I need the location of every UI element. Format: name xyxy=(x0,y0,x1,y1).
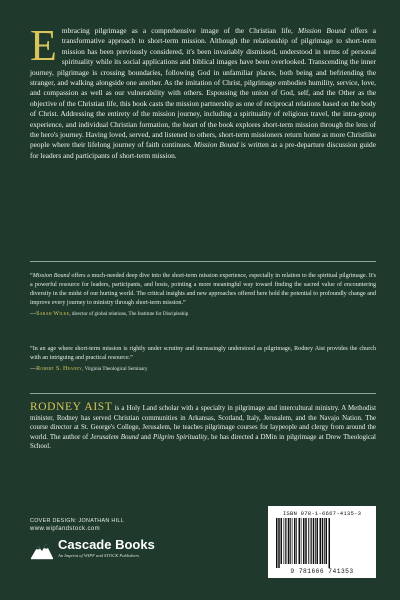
barcode-icon xyxy=(274,518,370,568)
barcode-bar xyxy=(276,518,278,568)
barcode-bar xyxy=(303,518,305,564)
author-bio xyxy=(30,403,376,452)
barcode-bar xyxy=(294,518,296,564)
bio-book-1: Jerusalem Bound xyxy=(90,433,139,441)
barcode-bar xyxy=(329,518,331,568)
barcode-bar xyxy=(285,518,286,564)
barcode-bar xyxy=(301,518,302,564)
endorsement-2-dash: — xyxy=(30,366,37,372)
bio-book-2: Pilgrim Spirituality xyxy=(152,433,208,441)
barcode-bar xyxy=(308,518,309,564)
blurb-text-3: is written as a pre-departure discussion guide for leaders and participants of short-term mission. xyxy=(30,140,376,160)
barcode-bar xyxy=(296,518,297,564)
author-name: RODNEY AIST xyxy=(30,401,113,413)
barcode-bar xyxy=(317,518,319,564)
isbn-barcode xyxy=(268,506,376,578)
endorsement-2 xyxy=(30,345,376,374)
barcode-bar xyxy=(311,518,312,564)
mountain-logo-icon xyxy=(30,538,54,560)
blurb-text-2: offers a transformative approach to short-term mission. Although the relationship of pilgrimage to short-term mission has been previously considered, it's been invariably dismissed, understood in terms of personal spirituality while its social applications and biblical images have been overlooked. Transcending the inner journey, pilgrimage is crossing boundaries, following God in unfamiliar places, both being and befriending the stranger, and walking alongside one another. As the imitation of Christ, pilgrimage embodies humility, service, love, and compassion as well as our vulnerability with others. Espousing the union of God, self, and the Other as the objective of the Christian life, this book casts the mission partnership as one of reciprocal relations based on the body of Christ. Addressing the entirety of the mission journey, including a spirituality of religious travel, the intra-group experience, and individual Christian formation, the heart of the book explores short-term mission through the lens of the hero's journey. Having loved, served, and listened to others, short-term missioners return home as more Christlike people where their lifelong journey of faith continues. xyxy=(30,26,376,150)
publisher-tagline: An Imprint of WIPF and STOCK Publishers xyxy=(58,553,140,558)
barcode-bar xyxy=(292,518,293,564)
barcode-bar xyxy=(324,518,325,564)
endorser-2-affiliation: , Virginia Theological Seminary xyxy=(82,366,148,372)
barcode-bar xyxy=(315,518,316,564)
endorsement-1-open-quote: “ xyxy=(30,273,33,279)
endorsement-1-book-title: Mission Bound xyxy=(32,273,70,279)
publisher-block xyxy=(30,536,180,562)
credits xyxy=(30,517,124,533)
description-blurb xyxy=(30,21,376,161)
publisher-name: Cascade Books xyxy=(58,537,155,552)
barcode-bar xyxy=(284,518,285,564)
drop-cap: E xyxy=(30,21,57,70)
endorsement-1-dash: — xyxy=(30,311,37,317)
endorsement-2-attribution xyxy=(30,365,376,374)
endorser-1-name: Sarah Wilke xyxy=(36,311,70,317)
cover-design-credit: COVER DESIGN: JONATHAN HILL xyxy=(30,518,124,524)
bio-text-3: , he has directed a DMin in pilgrimage at Drew Theological School. xyxy=(30,433,376,451)
endorsement-2-text: “In an age where short-term mission is rightly under scrutiny and increasingly understood as pilgrimage, Rodney Aist provides the church with an intriguing and practical resource.” xyxy=(30,346,376,361)
barcode-bar xyxy=(287,518,288,564)
barcode-bar xyxy=(281,518,283,564)
barcode-bar xyxy=(322,518,324,564)
publisher-website[interactable]: www.wipfandstock.com xyxy=(30,526,101,532)
bio-text-2: and xyxy=(138,433,153,441)
barcode-bar xyxy=(288,518,290,564)
barcode-bar xyxy=(326,518,328,564)
barcode-bar xyxy=(290,518,291,564)
endorsement-1 xyxy=(30,272,376,319)
isbn-label: ISBN 978-1-6667-4135-3 xyxy=(282,510,362,517)
barcode-bar xyxy=(305,518,307,564)
barcode-bar xyxy=(299,518,301,564)
blurb-text-1: mbracing pilgrimage as a comprehensive image of the Christian life, xyxy=(61,26,298,35)
barcode-bar xyxy=(278,518,280,568)
barcode-bar xyxy=(310,518,311,564)
barcode-bar xyxy=(313,518,315,564)
divider-bottom xyxy=(30,393,376,394)
bio-text-1: is a Holy Land scholar with a specialty in pilgrimage and intercultural ministry. A Methodist minister, Rodney has served Christian communities in Arkansas, Scotland, Italy, Jerusalem, and the Navajo Nation. The course director at St. George's College, Jerusalem, he teaches pilgrimage courses for laypeople and clergy from around the world. The author of xyxy=(30,405,376,441)
barcode-bar xyxy=(320,518,322,564)
endorsement-1-text: offers a much-needed deep dive into the short-term mission experience, especially in relation to the spiritual pilgrimage. It's a powerful resource for leaders, participants, and hosts, pointing a more meaningful way toward finding the sacred value of encountering diversity in the midst of our hurting world. The critical insights and new approaches offered here hold the potential to profoundly change and improve every journey to ministry through short-term mission.” xyxy=(30,273,377,306)
endorser-2-name: Robert S. Heaney xyxy=(36,366,83,372)
endorser-1-affiliation: , director of global relations, The Institute for Discipleship xyxy=(69,311,189,317)
blurb-book-title: Mission Bound xyxy=(297,26,346,35)
barcode-digits: 9 781666 741353 xyxy=(290,568,354,575)
endorsement-1-attribution xyxy=(30,310,376,319)
divider-top xyxy=(30,261,376,262)
blurb-book-title-2: Mission Bound xyxy=(193,140,239,150)
